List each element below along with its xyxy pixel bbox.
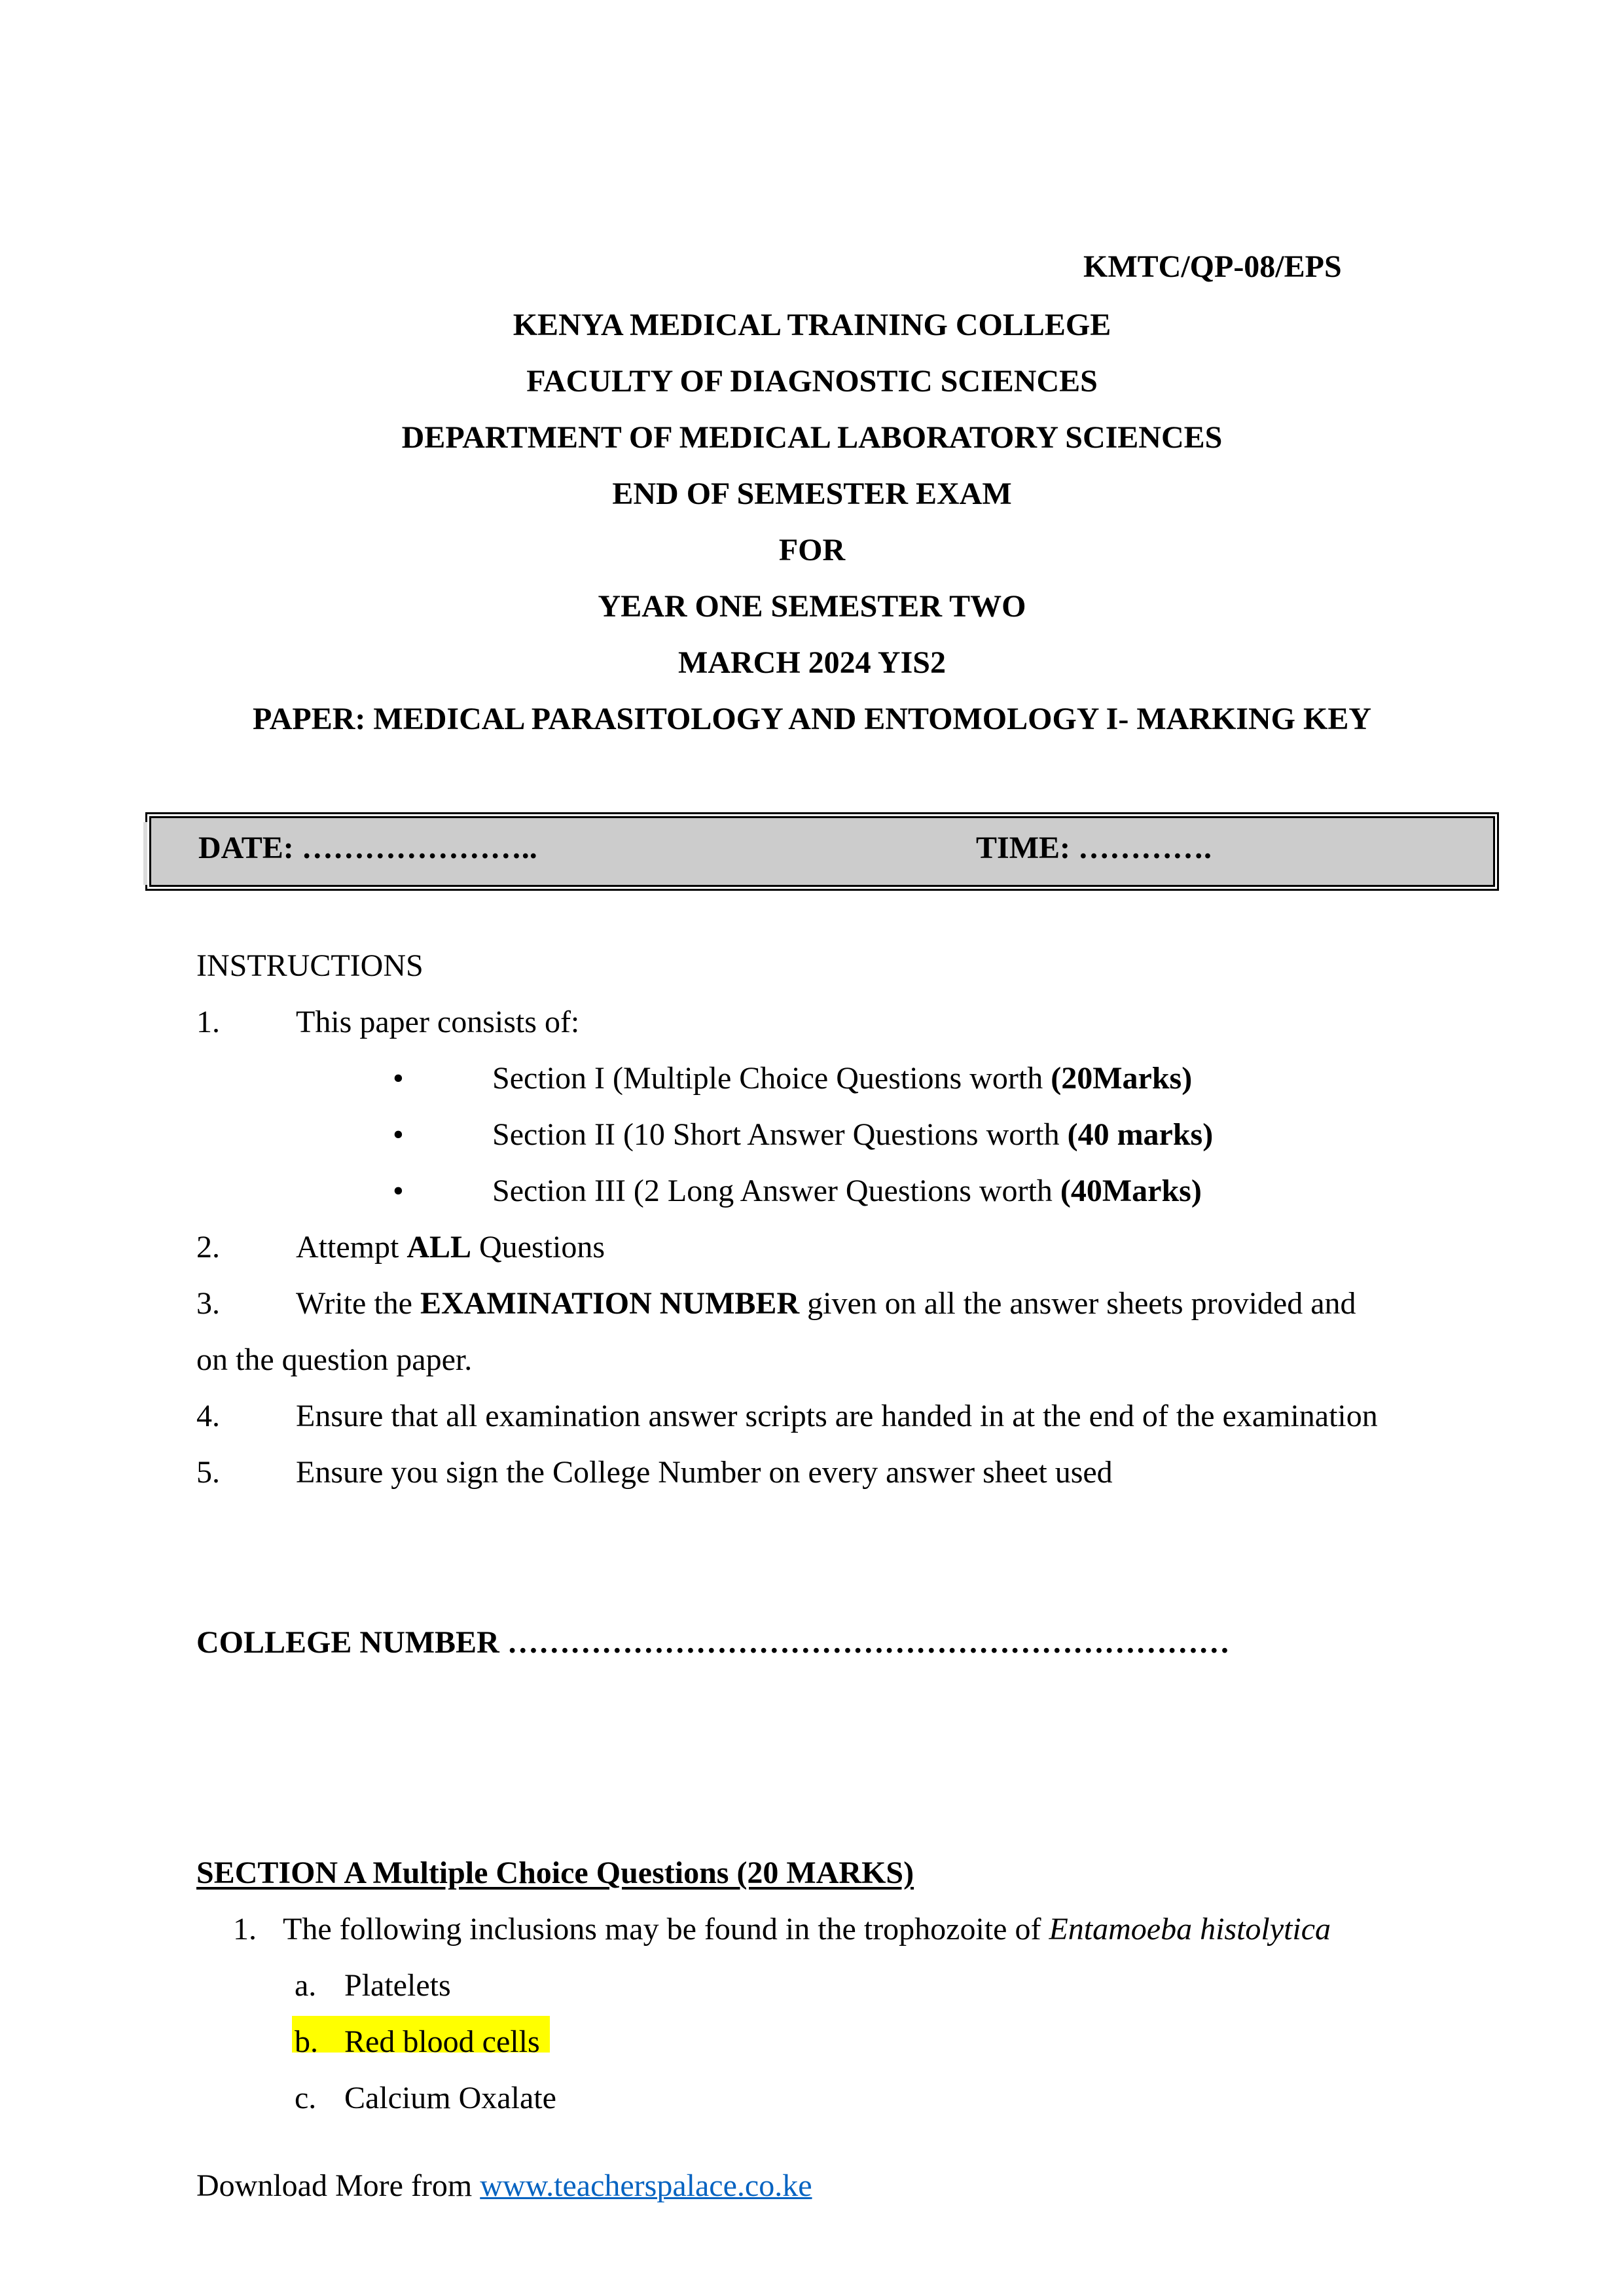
footer-prefix: Download More from <box>196 2168 480 2203</box>
option-a-text: Platelets <box>344 1968 451 2003</box>
instruction-3-post: given on all the answer sheets provided and <box>799 1286 1356 1321</box>
instruction-3-number: 3. <box>196 1286 220 1321</box>
year-semester: YEAR ONE SEMESTER TWO <box>598 589 1026 624</box>
option-b-letter: b. <box>295 2024 318 2059</box>
instruction-3-pre: Write the <box>296 1286 420 1321</box>
exam-type: END OF SEMESTER EXAM <box>612 476 1012 511</box>
institution-name: KENYA MEDICAL TRAINING COLLEGE <box>513 308 1111 342</box>
instruction-2-number: 2. <box>196 1230 220 1265</box>
instruction-1-text: This paper consists of: <box>296 1005 580 1039</box>
footer-website-link[interactable]: www.teacherspalace.co.ke <box>480 2168 812 2203</box>
instruction-3-text <box>296 1284 1356 1323</box>
question-1-organism: Entamoeba histolytica <box>1049 1912 1331 1946</box>
question-1-text <box>283 1910 1331 1949</box>
instruction-2-post: Questions <box>471 1230 605 1265</box>
option-b-text-correct-answer: Red blood cells <box>344 2024 540 2059</box>
section-1-marks: (20Marks) <box>1051 1061 1193 1096</box>
instruction-2-pre: Attempt <box>296 1230 407 1265</box>
instruction-3-continuation: on the question paper. <box>196 1342 473 1377</box>
option-a-letter: a. <box>295 1968 317 2003</box>
section-2-text: Section II (10 Short Answer Questions worth <box>492 1117 1068 1152</box>
section-1-text: Section I (Multiple Choice Questions worth <box>492 1061 1051 1096</box>
question-1-number: 1. <box>233 1912 257 1946</box>
instruction-3-bold: EXAMINATION NUMBER <box>420 1286 800 1321</box>
instruction-4-number: 4. <box>196 1399 220 1433</box>
paper-title: PAPER: MEDICAL PARASITOLOGY AND ENTOMOLOGY I- MARKING KEY <box>253 702 1371 736</box>
instructions-heading: INSTRUCTIONS <box>196 948 424 983</box>
college-number-field: COLLEGE NUMBER …………………………………………………………… <box>196 1625 1230 1660</box>
faculty-name: FACULTY OF DIAGNOSTIC SCIENCES <box>526 364 1098 399</box>
instruction-5-number: 5. <box>196 1455 220 1490</box>
section-2-marks: (40 marks) <box>1067 1117 1214 1152</box>
section-a-title: SECTION A Multiple Choice Questions (20 MARKS) <box>196 1856 914 1890</box>
instruction-5-text: Ensure you sign the College Number on every answer sheet used <box>296 1455 1113 1490</box>
header-for: FOR <box>778 533 846 567</box>
footer <box>196 2168 812 2204</box>
document-code: KMTC/QP-08/EPS <box>1083 249 1342 284</box>
instruction-1-number: 1. <box>196 1005 220 1039</box>
section-3-marks: (40Marks) <box>1060 1174 1202 1208</box>
section-3-text: Section III (2 Long Answer Questions worth <box>492 1174 1060 1208</box>
bullet-icon: • <box>393 1061 404 1096</box>
section-3-description <box>492 1172 1202 1211</box>
option-c-text: Calcium Oxalate <box>344 2081 556 2115</box>
box-shadow <box>143 822 147 885</box>
department-name: DEPARTMENT OF MEDICAL LABORATORY SCIENCES <box>401 420 1223 455</box>
instruction-2-bold: ALL <box>406 1230 472 1265</box>
date-time-box <box>149 816 1495 887</box>
section-1-description <box>492 1059 1192 1098</box>
section-2-description <box>492 1115 1213 1155</box>
question-1-stem: The following inclusions may be found in the trophozoite of <box>283 1912 1049 1946</box>
bullet-icon: • <box>393 1174 404 1208</box>
bullet-icon: • <box>393 1117 404 1152</box>
exam-date: MARCH 2024 YIS2 <box>678 645 946 680</box>
instruction-4-text: Ensure that all examination answer scripts are handed in at the end of the examination <box>296 1399 1378 1433</box>
time-field: TIME: …………. <box>976 831 1212 865</box>
date-field: DATE: ………………….. <box>198 831 537 865</box>
instruction-2-text <box>296 1228 605 1267</box>
option-c-letter: c. <box>295 2081 317 2115</box>
